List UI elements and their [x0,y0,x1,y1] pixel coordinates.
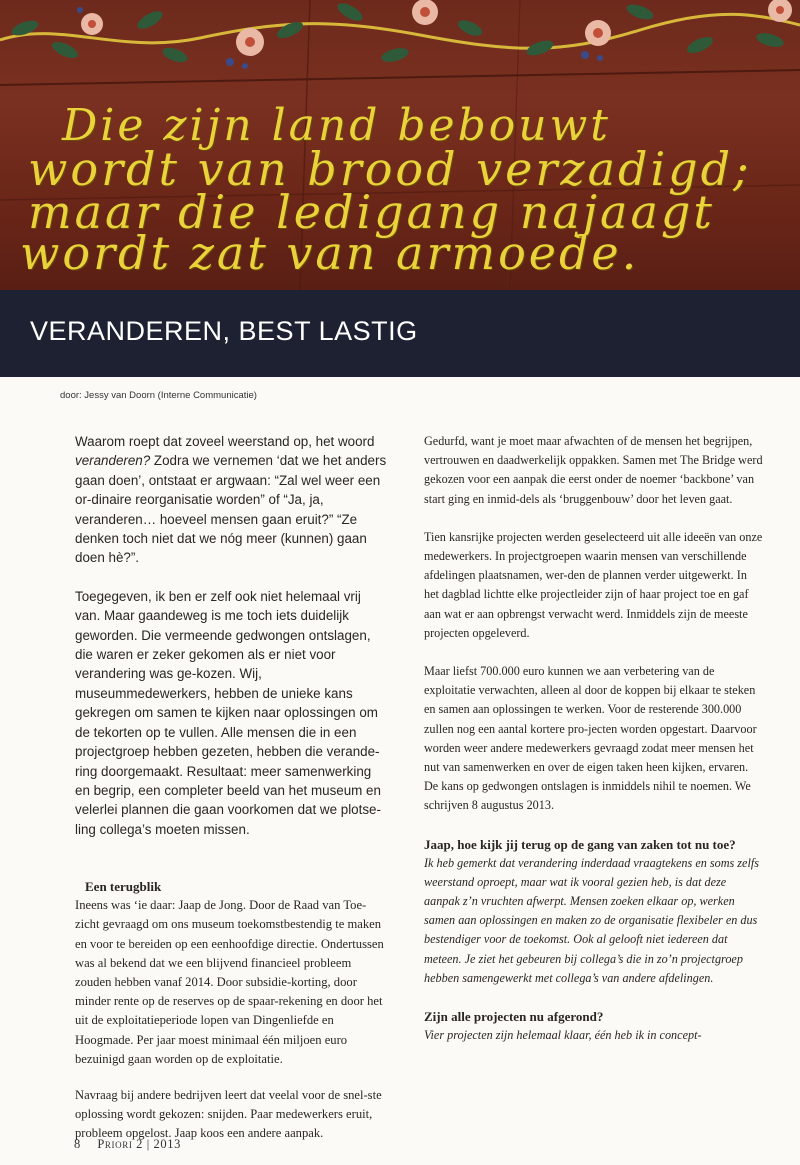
interview-question-1: Jaap, hoe kijk jij terug op de gang van zaken tot nu toe? [424,836,736,852]
magazine-issue: Priori 2 | 2013 [97,1137,181,1151]
paragraph-navraag: Navraag bij andere bedrijven leert dat veelal voor de snel-ste oplossing wordt gekozen: snijden. Paar medewerkers eruit, probleem opgelost. Jaap koos een andere aanpak. [75,1087,382,1141]
page-footer [74,1137,181,1152]
intro-text-a: Waarom roept dat zoveel weerstand op, het woord [75,434,375,449]
paragraph-gedurfd: Gedurfd, want je moet maar afwachten of de mensen het begrijpen, vertrouwen en daadwerkelijk oppakken. Samen met The Bridge werd gekozen voor een aanpak die eerst onder de noemer ‘backbone’ van start ging en inmid-dels als ‘bruggenbouw’ door het leven gaat. [424,434,763,506]
motto-line-1: Die zijn land bebouwt [62,100,611,151]
paragraph-tien-projecten: Tien kansrijke projecten werden geselecteerd uit alle ideeën van onze medewerkers. In projectgroepen waarin mensen van verschillende afdelingen plaatsnamen, wer-den de plannen verder uitgewerkt. In het dagblad lichtte elke projectleider zijn of haar project toe en gaf aan wat er aan opbrengst verwacht werd. Inmiddels zijn de meeste projecten opgeleverd. [424,529,763,640]
paragraph-700000: Maar liefst 700.000 euro kunnen we aan verbetering van de exploitatie verwachten, alleen al door de koppen bij elkaar te steken en samen aan oplossingen te werken. Voor de resterende 300.000 zullen nog een aantal kortere pro-jecten worden opgestart. Daarvoor worden weer andere medewerkers gevraagd zodat meer mensen het nut van samenwerken en over de eigen taken heen kijken, ervaren. De kans op gedwongen ontslagen is inmiddels nihil te noemen. We schrijven 8 augustus 2013. [424,664,757,813]
section-heading-terugblik: Een terugblik [85,879,162,895]
right-column [424,432,764,1064]
page-number: 8 [74,1137,81,1151]
interview-answer-1: Ik heb gemerkt dat verandering inderdaad vraagtekens en soms zelfs weerstand oproept, maar wat ik vooral gezien heb, is dat deze aanpak z’n vruchten afwerpt. Mensen zoeken elkaar op, werken samen aan oplossingen en maken zo de organisatie flexibeler en dus bestendiger voor de toekomst. Ook al gelooft niet iedereen dat meteen. Je ziet het gebeuren bij collega’s die in zo’n projectgroep hebben samengewerkt met collega’s van andere afdelingen. [424,855,759,985]
intro-paragraph [75,432,387,568]
motto-line-4: wordt zat van armoede. [20,226,640,280]
page-title: VERANDEREN, BEST LASTIG [30,316,418,346]
motto-line-2: wordt van brood verzadigd; [28,142,752,196]
byline: door: Jessy van Doorn (Interne Communicatie) [60,390,257,401]
paragraph-toegegeven: Toegegeven, ik ben er zelf ook niet helemaal vrij van. Maar gaandeweg is me toch iets duidelijk geworden. Die vermeende gedwongen ontslagen, die waren er zeker gekomen als er niet voor verandering was ge-kozen. Wij, museummedewerkers, hebben de unieke kans gekregen om samen te kijken naar oplossingen om de tekorten op te vullen. Alle mensen die in een projectgroep hebben gezeten, hebben die verande-ring doorgemaakt. Resultaat: meer samenwerking en begrip, een completer beeld van het museum en velerlei plannen die gaan voorkomen dat we plotse-ling collega’s moeten missen. [75,588,381,837]
intro-text-c: Zodra we vernemen ‘dat we het anders gaan doen’, ontstaat er argwaan: “Zal wel weer een or-dinaire reorganisatie worden” of “Ja, ja, veranderen… hoeveel mensen gaan eruit?” “Ze denken toch niet dat we nóg meer (kunnen) gaan doen hè?”. [75,453,387,566]
left-column [75,432,387,1163]
motto-line-3: maar die ledigang najaagt [28,185,715,239]
hero-painted-board [0,0,800,290]
intro-text-emphasis: veranderen? [75,453,151,469]
interview-answer-2: Vier projecten zijn helemaal klaar, één heb ik in concept- [424,1028,702,1043]
interview-question-2: Zijn alle projecten nu afgerond? [424,1009,604,1025]
paragraph-terugblik: Ineens was ‘ie daar: Jaap de Jong. Door de Raad van Toe-zicht gevraagd om ons museum toekomstbestendig te maken en voor te bereiden op een eenhoofdige directie. Ondertussen was al bekend dat we een blijvend financieel probleem zouden hebben vanaf 2014. Door subsidie-korting, door minder rente op de reserves op de spaar-rekening en door het uit de exploitatieperiode lopen van Dingenliefde en Hoogmade. Per jaar moest minimaal één miljoen euro bezuinigd gaan worden op de exploitatie. [75,898,384,1066]
